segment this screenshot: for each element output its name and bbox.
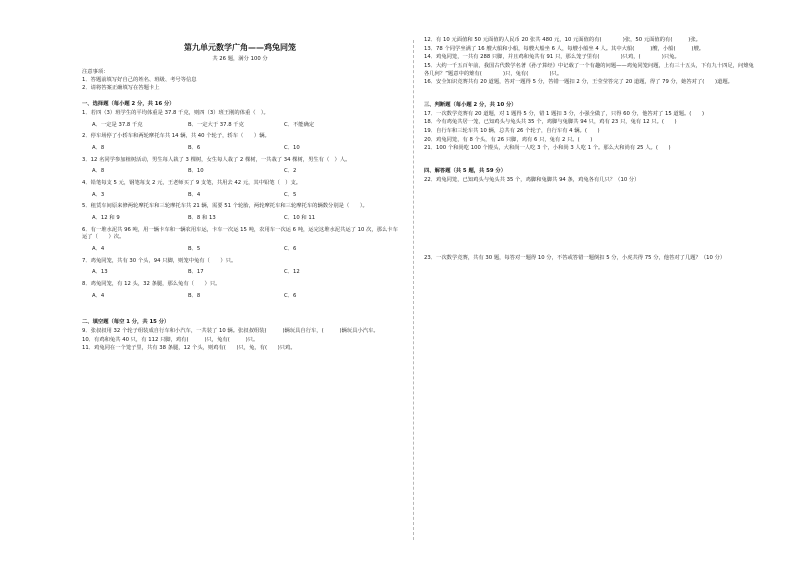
question-20: 20．鸡兔同笼，有 8 个头，有 26 只脚，鸡有 6 只，兔有 2 只。( ) bbox=[424, 136, 593, 143]
option: A．4 bbox=[92, 246, 105, 253]
options-4 bbox=[82, 192, 398, 200]
option: B．17 bbox=[188, 269, 204, 276]
options-8 bbox=[82, 293, 398, 301]
option: A．8 bbox=[92, 168, 105, 175]
question-9: 9．张叔叔用 32 个轮子组装成自行车和小汽车，一共装了 10 辆。张叔叔组装( )辆玩具自行车，( )辆玩具小汽车。 bbox=[82, 328, 379, 335]
right-column bbox=[424, 36, 754, 263]
answer-space bbox=[424, 184, 754, 254]
question-5: 5．租赁车间原来修两轮摩托车和三轮摩托车共 21 辆，需要 51 个轮胎，两轮摩托车和三轮摩托车的辆数分别是（ ）。 bbox=[82, 203, 368, 210]
question-1: 1．若四（3）班学生的平均体重是 37.8 千克，则四（3）班王刚的体重（ ）。 bbox=[82, 109, 269, 116]
option: C．不能确定 bbox=[284, 121, 315, 128]
options-7 bbox=[82, 269, 398, 277]
option: A．8 bbox=[92, 144, 105, 151]
options-1 bbox=[82, 122, 398, 130]
options-3 bbox=[82, 168, 398, 176]
option: A．13 bbox=[92, 269, 108, 276]
option: C．5 bbox=[284, 191, 297, 198]
question-8: 8．鸡兔同笼，有 12 头，32 条腿，那么兔有（ ）只。 bbox=[82, 281, 221, 288]
question-10: 10．有鸡和兔共 40 只，有 112 只脚，鸡有( )只，兔有( )只。 bbox=[82, 336, 259, 343]
option: B．10 bbox=[188, 168, 204, 175]
options-5 bbox=[82, 215, 398, 223]
option: B．8 bbox=[188, 292, 201, 299]
question-14: 14．鸡兔同笼，一共有 288 只脚，并且鸡和兔共有 91 只，那么笼子里有( )只鸡，( )只兔。 bbox=[424, 54, 680, 61]
option: A．4 bbox=[92, 292, 105, 299]
question-23: 23．一次数学竞赛，共有 30 题，每答对一题得 10 分，不答或答错一题倒扣 5 分，小虎共得 75 分，他答对了几题？（10 分） bbox=[424, 255, 726, 262]
section-heading-judge: 三、判断题（每小题 2 分，共 10 分） bbox=[424, 102, 517, 109]
option: C．2 bbox=[284, 168, 297, 175]
option: A．3 bbox=[92, 191, 105, 198]
section-heading-choice: 一、选择题（每小题 2 分，共 16 分） bbox=[82, 101, 175, 108]
question-15: 15．大约一千五百年前，我国古代数学名著《孙子算经》中记载了一个有趣的问题——鸡兔同笼问题，上有三十五头，下有九十四足，问雉兔各几何？”题意中的雉有( )只，兔有( )只。 bbox=[424, 63, 754, 77]
options-2 bbox=[82, 145, 398, 153]
question-12: 12．有 10 元面值和 50 元面值的人民币 20 张共 480 元，10 元面值的有( )张，50 元面值的有( )张。 bbox=[424, 37, 701, 43]
option: B．8 和 13 bbox=[188, 215, 216, 221]
question-22: 22．鸡兔同笼，已知鸡头与兔头共 35 个，鸡脚和兔脚共 94 条，鸡兔各有几只？（10 分） bbox=[424, 176, 640, 183]
left-column bbox=[82, 36, 398, 353]
question-6: 6．有一堆水泥共 96 吨，用一辆卡车和一辆农用车运，卡车一次运 15 吨，农用车一次运 6 吨，运完这堆水泥共运了 10 次，那么卡车运了（ ）次。 bbox=[82, 226, 398, 241]
column-divider bbox=[413, 40, 414, 540]
question-16: 16．安全知识竞赛共有 20 道题，答对一题得 5 分，答错一题扣 2 分，王莹莹答完了 20 道题，得了 79 分，她答对了( )道题。 bbox=[424, 79, 733, 86]
question-21: 21．100 个和尚吃 100 个馒头，大和尚一人吃 3 个，小和尚 3 人吃 1 个。那么大和尚有 25 人。( ) bbox=[424, 145, 671, 152]
option: B．一定大于 37.8 千克 bbox=[188, 121, 244, 128]
note-item: 1．答题前填写好自己的姓名、班级、考号等信息 bbox=[82, 76, 197, 83]
question-2: 2．停车场停了小轿车和两轮摩托车共 14 辆，共 40 个轮子，轿车（ ）辆。 bbox=[82, 133, 270, 140]
question-18: 18．今有鸡兔共居一笼，已知鸡头与兔头共 35 个，鸡脚与兔脚共 94 只，鸡有 23 只，兔有 12 只。( ) bbox=[424, 119, 677, 126]
note-item: 2．请将答案正确填写在答题卡上 bbox=[82, 84, 160, 91]
option: A．12 和 9 bbox=[92, 215, 120, 221]
option: C．12 bbox=[284, 269, 300, 276]
exam-title: 第九单元数学广角——鸡兔同笼 bbox=[184, 43, 296, 52]
question-19: 19．自行车和三轮车共 10 辆，总共有 26 个轮子，自行车有 4 辆。( ) bbox=[424, 128, 600, 135]
option: B．6 bbox=[188, 144, 201, 151]
option: C．10 和 11 bbox=[284, 215, 316, 221]
question-4: 4．铅笔每支 5 元，钢笔每支 2 元，王老师买了 9 支笔，共用去 42 元，其中铅笔（ ）支。 bbox=[82, 179, 302, 186]
question-11: 11．鸡兔同在一个笼子里，共有 38 条腿，12 个头，则鸡有( )只，兔，有( )只鸡。 bbox=[82, 345, 296, 352]
exam-meta: 共 26 题，满分 100 分 bbox=[212, 55, 268, 62]
section-heading-solve: 四、解答题（共 5 题，共 59 分） bbox=[424, 168, 506, 175]
question-13: 13．78 个同学坐满了 16 艘大船和小船，每艘大船坐 6 人，每艘小船坐 4 人。其中大船( )艘，小船( )艘。 bbox=[424, 45, 705, 52]
question-3: 3．12 名同学参加植树活动，男生每人栽了 3 棵树，女生每人栽了 2 棵树，一共栽了 34 棵树，男生有（ ）人。 bbox=[82, 156, 351, 163]
option: C．6 bbox=[284, 292, 297, 299]
option: B．4 bbox=[188, 191, 201, 198]
option: A．一定是 37.8 千克 bbox=[92, 121, 143, 128]
question-17: 17．一次数学竞赛有 20 道题，对 1 题得 5 分，错 1 题扣 3 分，小强全做了，只得 60 分，他答对了 15 道题。( ) bbox=[424, 110, 705, 117]
option: C．6 bbox=[284, 246, 297, 253]
section-heading-fill: 二、填空题（每空 1 分，共 15 分） bbox=[82, 319, 170, 326]
notes-title: 注意事项： bbox=[82, 69, 109, 76]
option: C．10 bbox=[284, 144, 300, 151]
question-7: 7．鸡兔同笼，共有 30 个头，94 只脚，则笼中兔有（ ）只。 bbox=[82, 257, 237, 264]
option: B．5 bbox=[188, 246, 201, 253]
options-6 bbox=[82, 246, 398, 254]
